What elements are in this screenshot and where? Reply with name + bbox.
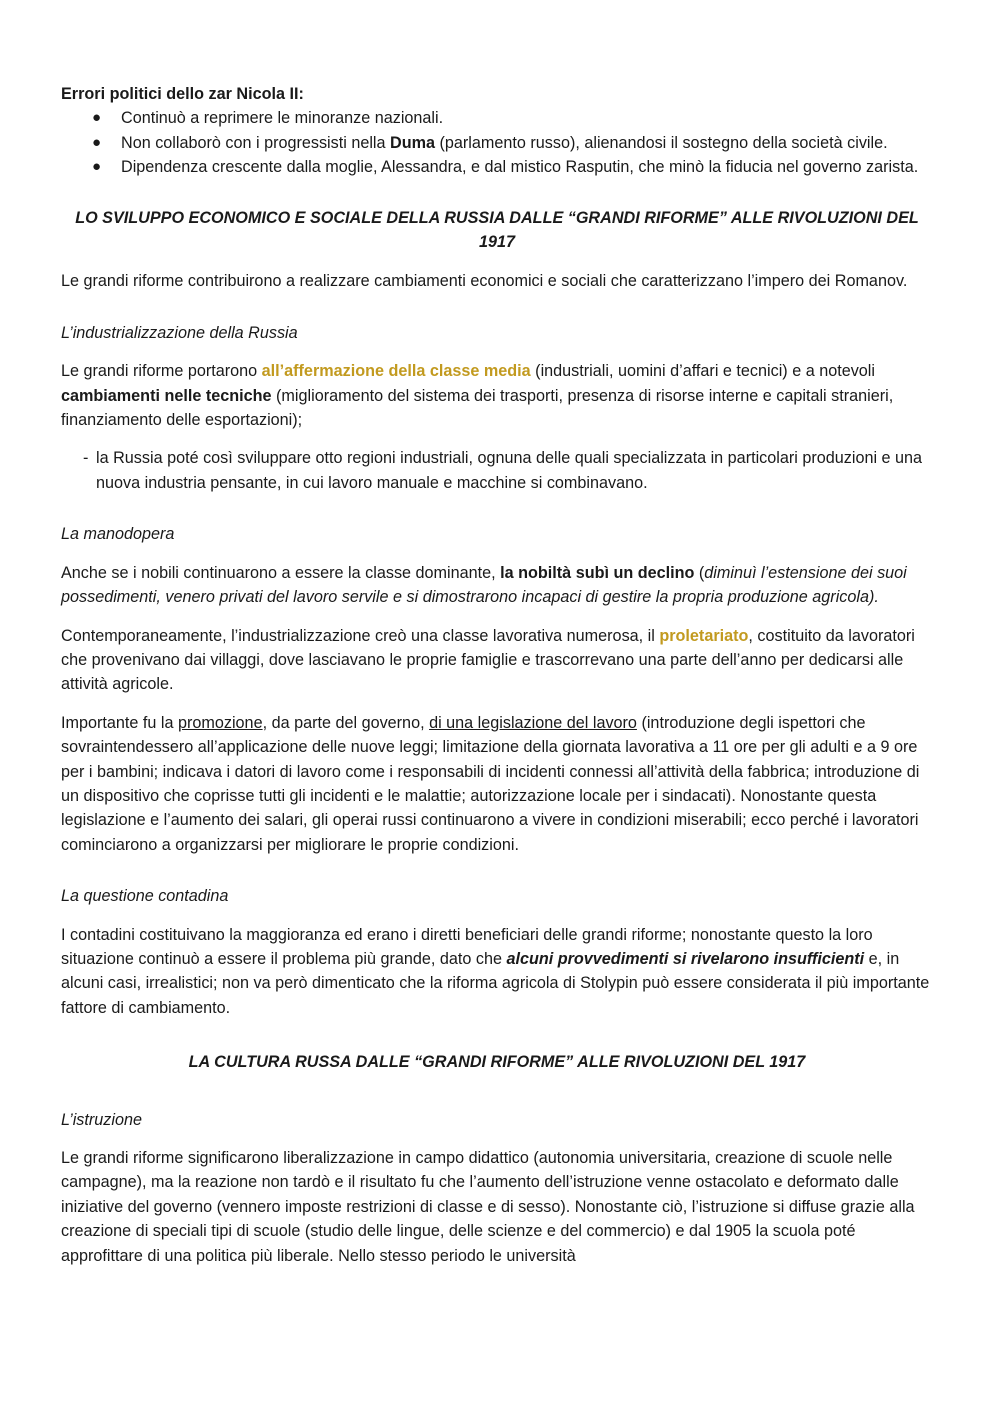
- bullet-list: [61, 106, 933, 179]
- text-run: Anche se i nobili continuarono a essere la classe dominante,: [61, 563, 501, 582]
- document-page: [61, 82, 933, 1268]
- highlight-text: proletariato: [659, 626, 749, 645]
- list-item-text: Continuò a reprimere le minoranze nazionali.: [121, 109, 444, 128]
- bold-italic-text: alcuni provvedimenti si rivelarono insufficienti: [506, 949, 865, 968]
- text-run: e, in alcuni casi, irrealistici; non va però dimenticato che la riforma agricola di Stolypin può essere considerata il più importante fattore di cambiamento.: [61, 949, 930, 1017]
- bullet-icon: ●: [92, 133, 102, 151]
- bold-term: cambiamenti nelle tecniche: [61, 386, 272, 405]
- paragraph: [61, 711, 933, 857]
- list-item: [61, 155, 933, 179]
- dash-list: [61, 446, 933, 495]
- list-item: [61, 131, 933, 155]
- italic-text: diminuì l’estensione dei suoi possedimenti, venero privati del lavoro servile e si dimostrarono incapaci di gestire la propria produzione agricola).: [61, 563, 907, 607]
- list-item-text: la Russia poté così sviluppare otto regioni industriali, ognuna delle quali specializzata in particolari produzioni e una nuova industria pensante, in cui lavoro manuale e macchine si combinavano.: [96, 449, 923, 492]
- underlined-text: promozione: [177, 713, 263, 732]
- subsection-title: L’industrializzazione della Russia: [61, 323, 298, 342]
- paragraph: [61, 624, 933, 697]
- bullet-icon: ●: [92, 158, 102, 176]
- dash-icon: -: [83, 449, 89, 468]
- bold-term: Duma: [390, 133, 436, 152]
- paragraph: [61, 359, 933, 432]
- subsection-title: La manodopera: [61, 525, 175, 544]
- section-title: LA CULTURA RUSSA DALLE “GRANDI RIFORME” ALLE RIVOLUZIONI DEL 1917: [188, 1053, 806, 1072]
- text-run: I contadini costituivano la maggioranza ed erano i diretti beneficiari delle grandi riforme; nonostante questo la loro situazione continuò a essere il problema più grande, dato che: [61, 925, 873, 968]
- text-run: Importante fu la: [61, 713, 178, 732]
- text-run: Contemporaneamente, l’industrializzazione creò una classe lavorativa numerosa, il: [61, 626, 660, 645]
- highlight-text: all’affermazione della classe media: [261, 362, 531, 381]
- list-item-text: Non collaborò con i progressisti nella: [121, 133, 391, 152]
- text-run: (industriali, uomini d’affari e tecnici) e a notevoli: [530, 362, 875, 381]
- paragraph: [61, 561, 933, 610]
- text-run: (miglioramento del sistema dei trasporti, presenza di risorse interne e capitali stranieri, finanziamento delle esportazioni);: [61, 386, 894, 430]
- block-title: Errori politici dello zar Nicola II:: [61, 85, 304, 103]
- paragraph: [61, 923, 933, 1021]
- text-run: (: [694, 563, 705, 582]
- text-run: , da parte del governo,: [262, 713, 430, 732]
- bold-term: la nobiltà subì un declino: [500, 563, 695, 582]
- section-title: LO SVILUPPO ECONOMICO E SOCIALE DELLA RUSSIA DALLE “GRANDI RIFORME” ALLE RIVOLUZIONI DEL 1917: [75, 208, 919, 252]
- list-item: [61, 106, 933, 130]
- subsection-title: L’istruzione: [61, 1110, 142, 1129]
- text-run: (introduzione degli ispettori che sovraintendessero all’applicazione delle nuove leggi; limitazione della giornata lavorativa a 11 ore per gli adulti e a 9 ore per i bambini; indicava i datori di lavoro come i responsabili di incidenti connessi all’attività della fabbrica; introduzione di un dispositivo che coprisse tutti gli incidenti e le malattie; autorizzazione locale per i sindacati). Nonostante questa legislazione e l’aumento dei salari, gli operai russi continuarono a vivere in condizioni miserabili; ecco perché i lavoratori cominciarono a organizzarsi per migliorare le proprie condizioni.: [61, 713, 920, 854]
- subsection-title: La questione contadina: [61, 887, 229, 906]
- list-item-text: (parlamento russo), alienandosi il sostegno della società civile.: [435, 133, 888, 152]
- list-item-text: Dipendenza crescente dalla moglie, Alessandra, e dal mistico Rasputin, che minò la fiducia nel governo zarista.: [121, 158, 919, 177]
- list-item: [61, 446, 933, 495]
- text-run: Le grandi riforme portarono: [61, 362, 262, 381]
- underlined-text: di una legislazione del lavoro: [429, 713, 637, 732]
- text-run: , costituito da lavoratori che provenivano dai villaggi, dove lasciavano le proprie famiglie e trascorrevano una parte dell’anno per dedicarsi alle attività agricole.: [61, 626, 915, 694]
- paragraph: Le grandi riforme contribuirono a realizzare cambiamenti economici e sociali che caratterizzano l’impero dei Romanov.: [61, 272, 908, 291]
- bullet-icon: ●: [92, 109, 102, 127]
- paragraph: Le grandi riforme significarono liberalizzazione in campo didattico (autonomia universitaria, creazione di scuole nelle campagne), ma la reazione non tardò e il risultato fu che l’aumento dell’istruzione venne ostacolato e deformato dalle iniziative del governo (vennero imposte restrizioni di classe e di sesso). Nonostante ciò, l’istruzione si diffuse grazie alla creazione di speciali tipi di scuole (studio delle lingue, delle scienze e del commercio) e dal 1905 la scuola poté approfittare di una politica più liberale. Nello stesso periodo le università: [61, 1149, 915, 1265]
